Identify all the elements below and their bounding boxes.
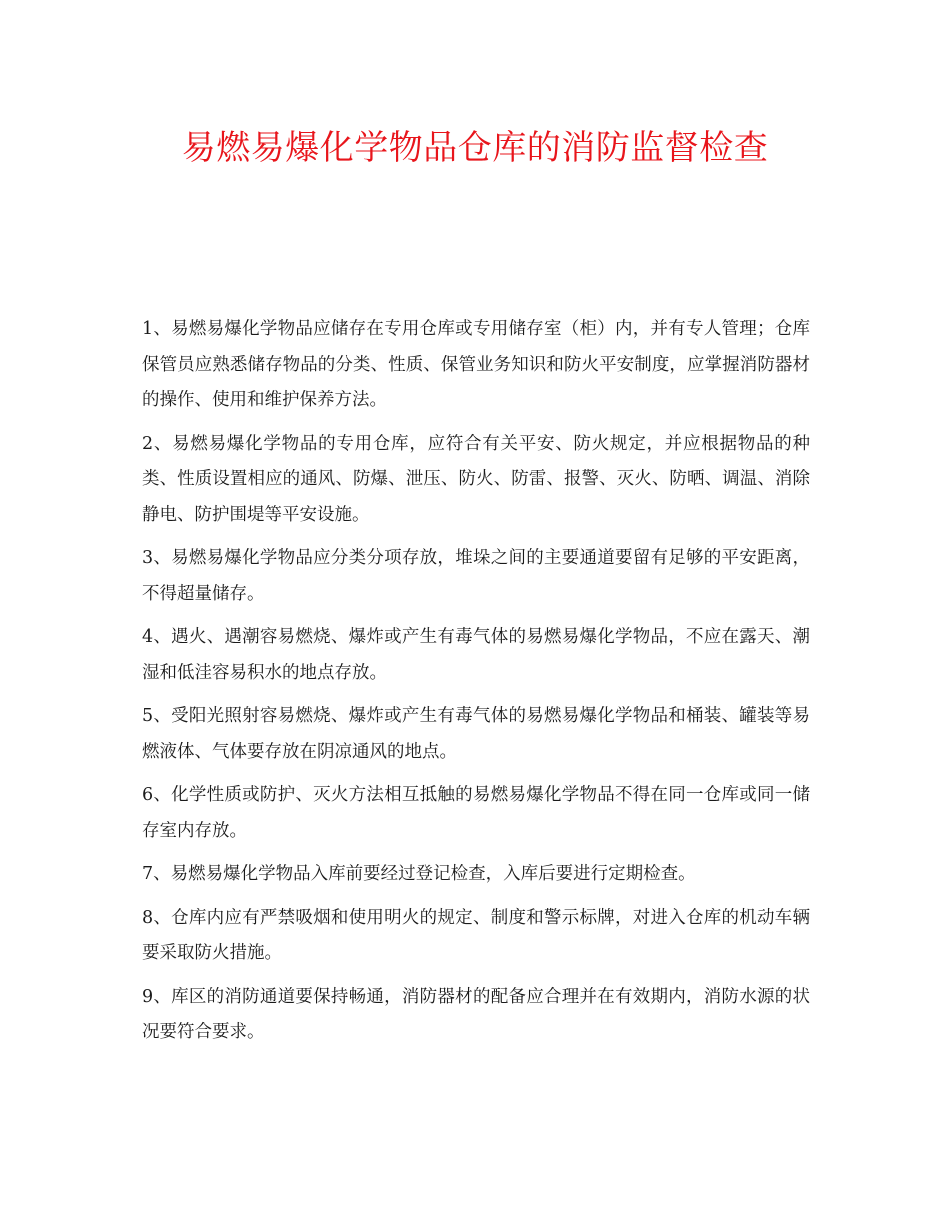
clause-5: 5、受阳光照射容易燃烧、爆炸或产生有毒气体的易燃易爆化学物品和桶装、罐装等易燃液体、气体要存放在阴凉通风的地点。	[142, 706, 810, 762]
clause-3: 3、易燃易爆化学物品应分类分项存放，堆垛之间的主要通道要留有足够的平安距离，不得超量储存。	[142, 548, 810, 604]
clause-8: 8、仓库内应有严禁吸烟和使用明火的规定、制度和警示标牌，对进入仓库的机动车辆要采取防火措施。	[142, 907, 810, 963]
clause-6: 6、化学性质或防护、灭火方法相互抵触的易燃易爆化学物品不得在同一仓库或同一储存室内存放。	[142, 785, 810, 841]
document-title: 易燃易爆化学物品仓库的消防监督检查	[181, 128, 769, 168]
clause-7: 7、易燃易爆化学物品入库前要经过登记检查，入库后要进行定期检查。	[142, 864, 696, 884]
clause-1: 1、易燃易爆化学物品应储存在专用仓库或专用储存室（柜）内，并有专人管理；仓库保管员应熟悉储存物品的分类、性质、保管业务知识和防火平安制度，应掌握消防器材的操作、使用和维护保养方法。	[142, 319, 810, 410]
clause-4: 4、遇火、遇潮容易燃烧、爆炸或产生有毒气体的易燃易爆化学物品，不应在露天、潮湿和低洼容易积水的地点存放。	[142, 627, 810, 683]
clause-2: 2、易燃易爆化学物品的专用仓库，应符合有关平安、防火规定，并应根据物品的种类、性质设置相应的通风、防爆、泄压、防火、防雷、报警、灭火、防晒、调温、消除静电、防护围堤等平安设施。	[142, 433, 810, 525]
clause-9: 9、库区的消防通道要保持畅通，消防器材的配备应合理并在有效期内，消防水源的状况要符合要求。	[142, 986, 810, 1042]
document-body	[142, 312, 810, 1059]
